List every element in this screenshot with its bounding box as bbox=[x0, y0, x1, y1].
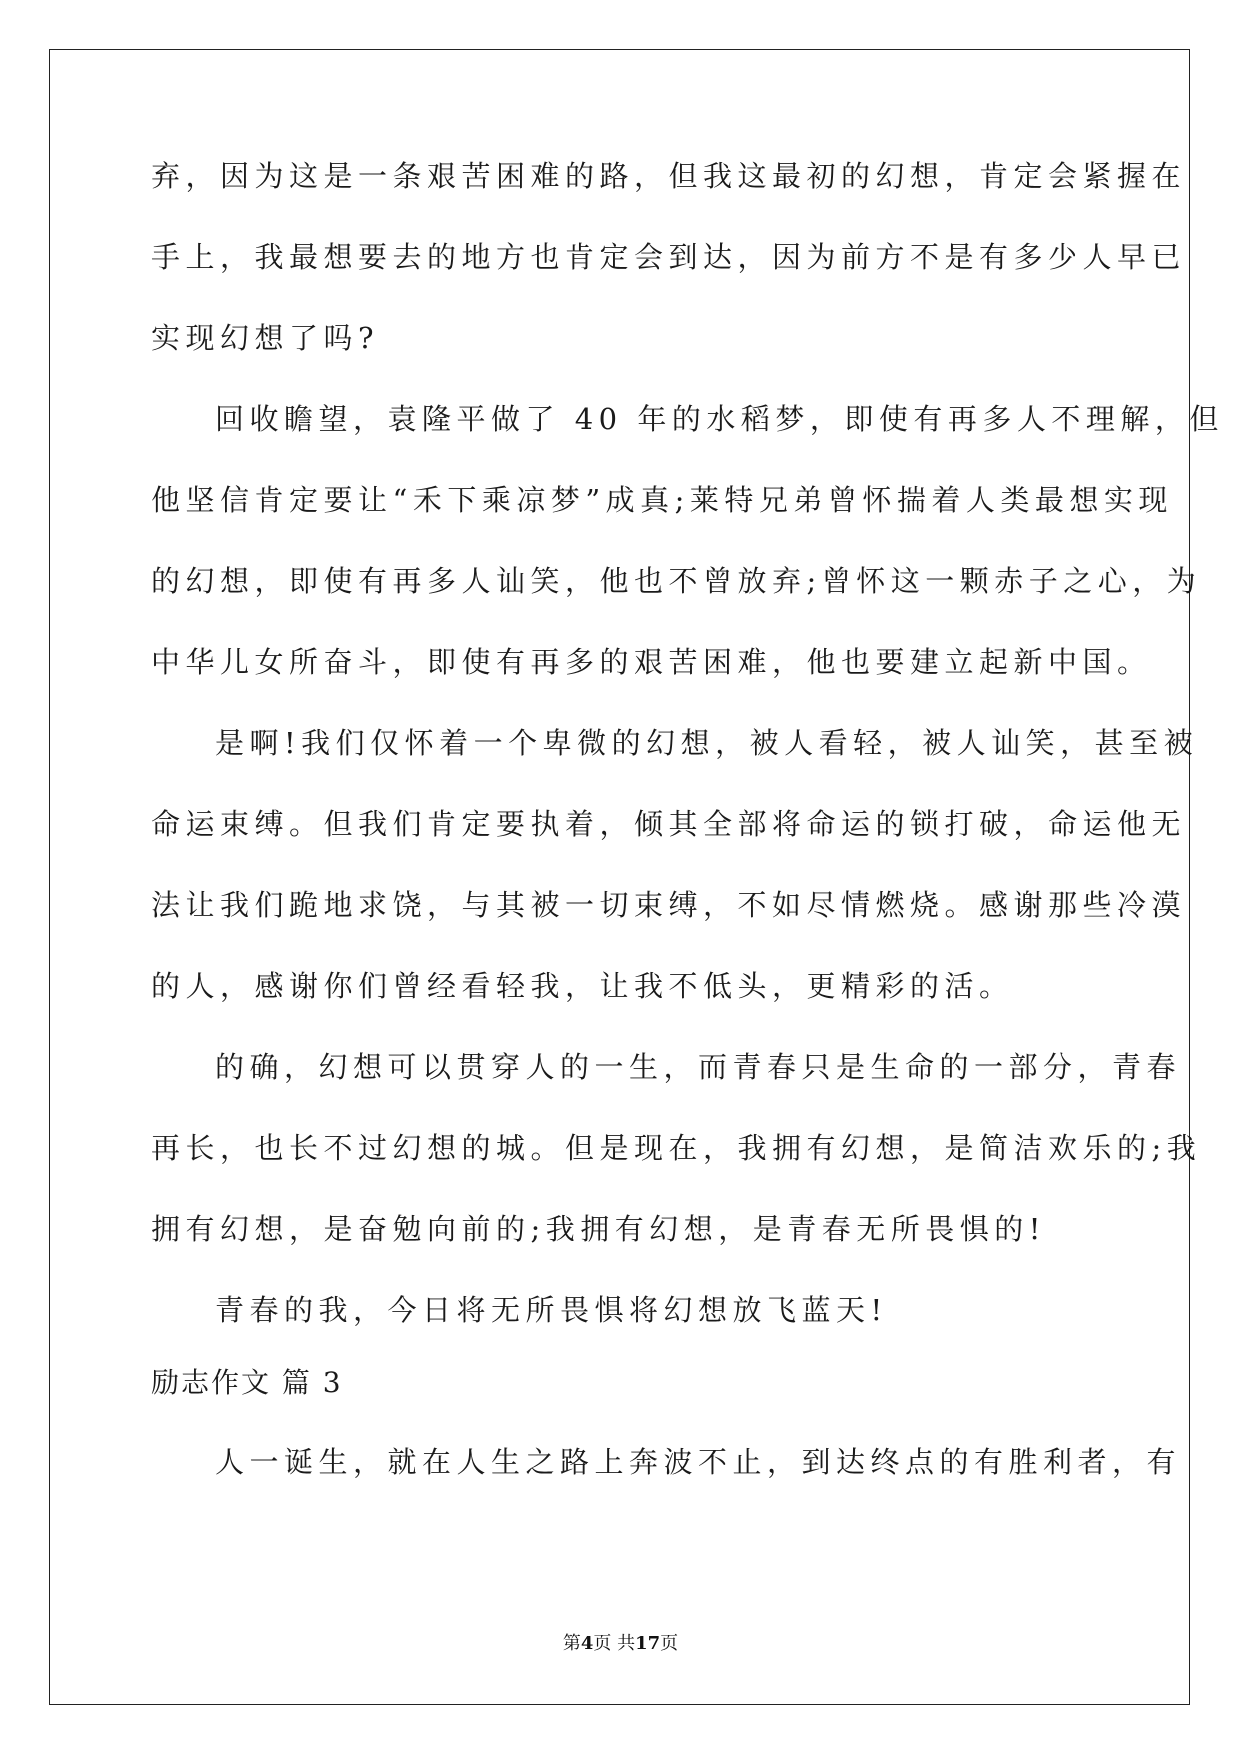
footer-prefix: 第 bbox=[562, 1633, 581, 1654]
text-line: 回收瞻望，袁隆平做了 40 年的水稻梦，即使有再多人不理解，但 bbox=[215, 402, 1224, 436]
footer-suffix: 页 bbox=[660, 1633, 679, 1654]
text-line: 实现幻想了吗? bbox=[151, 321, 380, 355]
total-page-count: 17 bbox=[635, 1633, 661, 1654]
text-line: 弃，因为这是一条艰苦困难的路，但我这最初的幻想，肯定会紧握在 bbox=[151, 159, 1187, 193]
current-page-number: 4 bbox=[580, 1633, 594, 1654]
text-line: 的确，幻想可以贯穿人的一生，而青春只是生命的一部分，青春 bbox=[215, 1050, 1182, 1084]
text-line: 是啊!我们仅怀着一个卑微的幻想，被人看轻，被人讪笑，甚至被 bbox=[215, 726, 1199, 760]
text-line: 的人，感谢你们曾经看轻我，让我不低头，更精彩的活。 bbox=[151, 969, 1014, 1003]
text-line: 的幻想，即使有再多人讪笑，他也不曾放弃;曾怀这一颗赤子之心，为 bbox=[151, 564, 1202, 598]
text-line: 命运束缚。但我们肯定要执着，倾其全部将命运的锁打破，命运他无 bbox=[151, 807, 1187, 841]
text-line: 手上，我最想要去的地方也肯定会到达，因为前方不是有多少人早已 bbox=[151, 240, 1187, 274]
text-line: 再长，也长不过幻想的城。但是现在，我拥有幻想，是简洁欢乐的;我 bbox=[151, 1131, 1202, 1165]
section-heading: 励志作文 篇 3 bbox=[151, 1366, 343, 1399]
text-line: 拥有幻想，是奋勉向前的;我拥有幻想，是青春无所畏惧的! bbox=[151, 1212, 1046, 1246]
text-line: 中华儿女所奋斗，即使有再多的艰苦困难，他也要建立起新中国。 bbox=[151, 645, 1152, 679]
text-line: 法让我们跪地求饶，与其被一切束缚，不如尽情燃烧。感谢那些冷漠 bbox=[151, 888, 1187, 922]
text-line: 青春的我，今日将无所畏惧将幻想放飞蓝天! bbox=[215, 1293, 888, 1327]
page-footer bbox=[0, 1632, 1241, 1656]
text-line: 他坚信肯定要让“禾下乘凉梦”成真;莱特兄弟曾怀揣着人类最想实现 bbox=[151, 483, 1173, 517]
text-line: 人一诞生，就在人生之路上奔波不止，到达终点的有胜利者，有 bbox=[215, 1445, 1182, 1479]
footer-middle: 页 共 bbox=[593, 1633, 636, 1654]
